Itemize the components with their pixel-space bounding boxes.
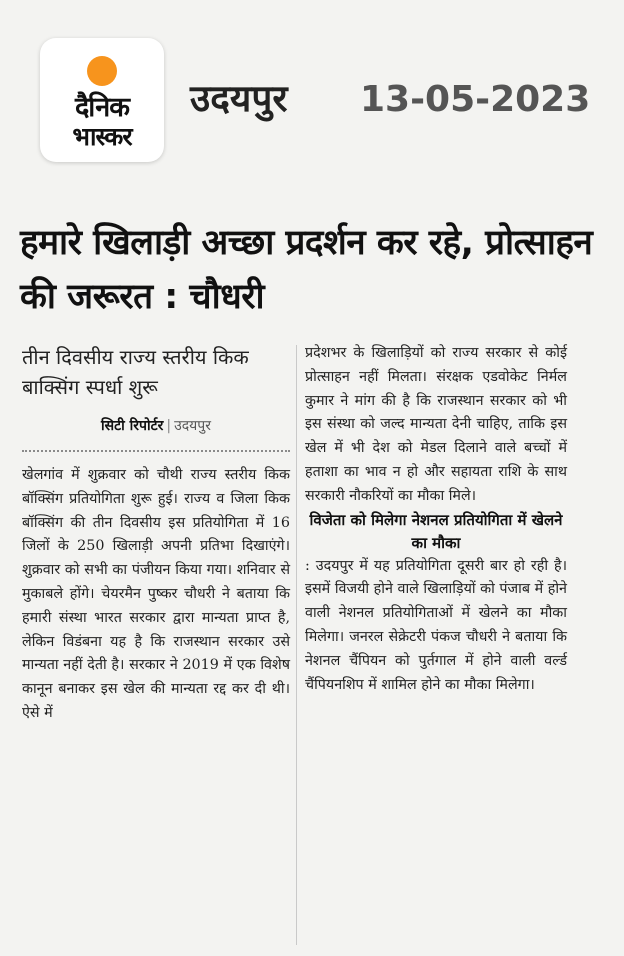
sun-icon [87, 56, 117, 86]
article-paragraph-1: खेलगांव में शुक्रवार को चौथी राज्य स्तरीय किक बॉक्सिंग प्रतियोगिता शुरू हुई। राज्य व जिला किक बॉक्सिंग की तीन दिवसीय इस प्रतियोगिता में 16 जिलों के 250 खिलाड़ी अपनी प्रतिभा दिखाएंगे। शुक्रवार को सभी का पंजीयन किया गया। शनिवार से मुकाबले होंगे। चेयरमैन पुष्कर चौधरी ने बताया कि हमारी संस्था भारत सरकार द्वारा मान्यता प्राप्त है, लेकिन विडंबना यह है कि राजस्थान सरकार उसे मान्यता नहीं देती है। सरकार ने 2019 में एक विशेष कानून बनाकर इस खेल की मान्यता रद्द कर दी थी। ऐसे में [22, 467, 290, 721]
byline-separator: | [166, 418, 172, 434]
news-clipping [0, 190, 624, 956]
newspaper-logo [40, 38, 164, 162]
article-subheadline: तीन दिवसीय राज्य स्तरीय किक बाक्सिंग स्पर्धा शुरू [22, 345, 249, 399]
article-column-right [305, 342, 567, 697]
dotted-divider [22, 450, 290, 452]
byline-place: उदयपुर [174, 418, 211, 434]
article-paragraph-2: प्रदेशभर के खिलाड़ियों को राज्य सरकार से कोई प्रोत्साहन नहीं मिलता। संरक्षक एडवोकेट निर्मल कुमार ने मांग की है कि राजस्थान सरकार को भी इस संस्था को जल्द मान्यता देनी चाहिए, ताकि इस खेल में भी देश को मेडल दिलाने वाले बच्चों में हताशा का भाव न हो और सहायता राशि के साथ सरकारी नौकरियों का मौका मिले। [305, 345, 567, 504]
byline-author: सिटी रिपोर्टर [101, 418, 164, 434]
article-headline: हमारे खिलाड़ी अच्छा प्रदर्शन कर रहे, प्रोत्साहन की जरूरत : चौधरी [20, 223, 593, 317]
column-divider [296, 345, 297, 945]
article-column-left [22, 342, 290, 726]
article-paragraph-3: : उदयपुर में यह प्रतियोगिता दूसरी बार हो रही है। इसमें विजयी होने वाले खिलाड़ियों को पंजाब में होने वाली नेशनल प्रतियोगिताओं में खेलने का मौका मिलेगा। जनरल सेक्रेटरी पंकज चौधरी ने बताया कि नेशनल चैंपियन को पुर्तगाल में होने वाली वर्ल्ड चैंपियनशिप में शामिल होने का मौका मिलेगा। [305, 557, 567, 693]
edition-city: उदयपुर [190, 77, 288, 120]
logo-text-line1: दैनिक [74, 92, 130, 123]
byline [22, 416, 290, 436]
edition-date: 13-05-2023 [360, 79, 591, 120]
article-crosshead: विजेता को मिलेगा नेशनल प्रतियोगिता में खेलने का मौका [309, 510, 563, 552]
logo-text-line2: भास्कर [72, 122, 132, 151]
